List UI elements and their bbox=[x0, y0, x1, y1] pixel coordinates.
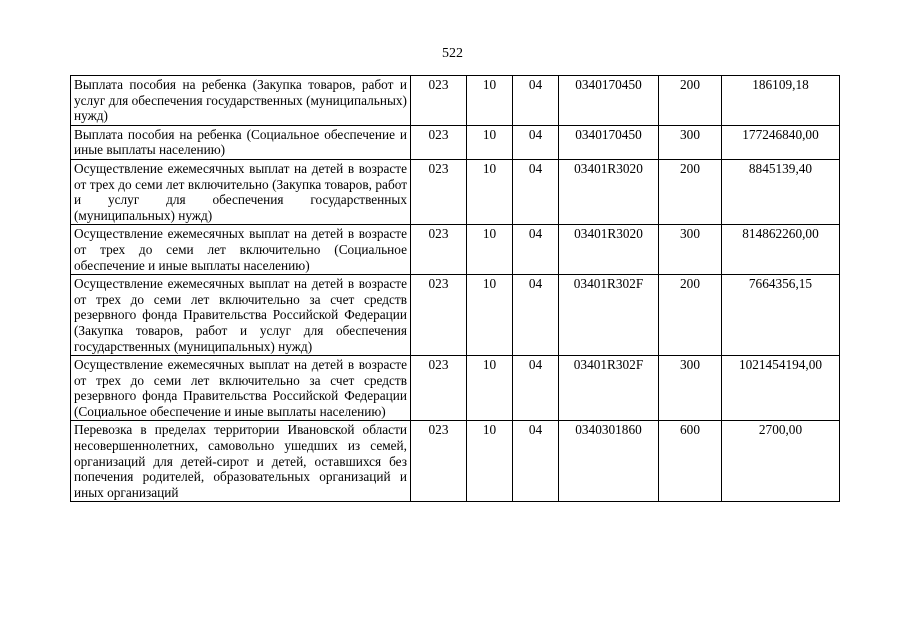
table-row bbox=[71, 225, 840, 275]
row-expense-type: 300 bbox=[659, 225, 722, 275]
row-subsection-code: 04 bbox=[513, 356, 559, 421]
row-target-code: 0340170450 bbox=[559, 76, 659, 126]
row-section-code: 10 bbox=[467, 159, 513, 224]
budget-table bbox=[70, 75, 840, 502]
table-row bbox=[71, 159, 840, 224]
row-target-code: 03401R3020 bbox=[559, 159, 659, 224]
row-section-code: 10 bbox=[467, 421, 513, 502]
row-subsection-code: 04 bbox=[513, 275, 559, 356]
row-amount: 8845139,40 bbox=[722, 159, 840, 224]
row-subsection-code: 04 bbox=[513, 125, 559, 159]
row-amount: 814862260,00 bbox=[722, 225, 840, 275]
row-ministry-code: 023 bbox=[411, 356, 467, 421]
table-row bbox=[71, 421, 840, 502]
table-row bbox=[71, 125, 840, 159]
row-target-code: 03401R302F bbox=[559, 275, 659, 356]
table-row bbox=[71, 275, 840, 356]
row-description: Перевозка в пределах территории Ивановской области несовершеннолетних, самовольно ушедших из семей, организаций для детей-сирот и детей, оставшихся без попечения родителей, образовательных организаций и иных организаций bbox=[71, 421, 411, 502]
row-target-code: 0340170450 bbox=[559, 125, 659, 159]
row-expense-type: 200 bbox=[659, 159, 722, 224]
row-subsection-code: 04 bbox=[513, 76, 559, 126]
table-row bbox=[71, 76, 840, 126]
row-ministry-code: 023 bbox=[411, 76, 467, 126]
row-description: Осуществление ежемесячных выплат на детей в возрасте от трех до семи лет включительно за счет средств резервного фонда Правительства Российской Федерации (Закупка товаров, работ и услуг для обеспечения государственных (муниципальных) нужд) bbox=[71, 275, 411, 356]
row-ministry-code: 023 bbox=[411, 159, 467, 224]
row-section-code: 10 bbox=[467, 76, 513, 126]
row-description: Осуществление ежемесячных выплат на детей в возрасте от трех до семи лет включительно за счет средств резервного фонда Правительства Российской Федерации (Социальное обеспечение и иные выплаты населению) bbox=[71, 356, 411, 421]
row-ministry-code: 023 bbox=[411, 125, 467, 159]
row-expense-type: 300 bbox=[659, 125, 722, 159]
row-section-code: 10 bbox=[467, 275, 513, 356]
row-amount: 177246840,00 bbox=[722, 125, 840, 159]
row-description: Осуществление ежемесячных выплат на детей в возрасте от трех до семи лет включительно (Закупка товаров, работ и услуг для обеспечения государственных (муниципальных) нужд) bbox=[71, 159, 411, 224]
row-expense-type: 600 bbox=[659, 421, 722, 502]
row-expense-type: 200 bbox=[659, 76, 722, 126]
row-subsection-code: 04 bbox=[513, 225, 559, 275]
row-target-code: 03401R302F bbox=[559, 356, 659, 421]
row-amount: 186109,18 bbox=[722, 76, 840, 126]
row-amount: 1021454194,00 bbox=[722, 356, 840, 421]
row-section-code: 10 bbox=[467, 356, 513, 421]
row-section-code: 10 bbox=[467, 125, 513, 159]
row-subsection-code: 04 bbox=[513, 421, 559, 502]
row-section-code: 10 bbox=[467, 225, 513, 275]
row-ministry-code: 023 bbox=[411, 275, 467, 356]
row-expense-type: 300 bbox=[659, 356, 722, 421]
row-expense-type: 200 bbox=[659, 275, 722, 356]
table-row bbox=[71, 356, 840, 421]
row-target-code: 03401R3020 bbox=[559, 225, 659, 275]
row-amount: 7664356,15 bbox=[722, 275, 840, 356]
row-target-code: 0340301860 bbox=[559, 421, 659, 502]
row-ministry-code: 023 bbox=[411, 421, 467, 502]
row-description: Выплата пособия на ребенка (Закупка товаров, работ и услуг для обеспечения государственных (муниципальных) нужд) bbox=[71, 76, 411, 126]
page-number: 522 bbox=[442, 46, 463, 61]
row-subsection-code: 04 bbox=[513, 159, 559, 224]
row-description: Осуществление ежемесячных выплат на детей в возрасте от трех до семи лет включительно (Социальное обеспечение и иные выплаты населению) bbox=[71, 225, 411, 275]
row-description: Выплата пособия на ребенка (Социальное обеспечение и иные выплаты населению) bbox=[71, 125, 411, 159]
row-ministry-code: 023 bbox=[411, 225, 467, 275]
row-amount: 2700,00 bbox=[722, 421, 840, 502]
